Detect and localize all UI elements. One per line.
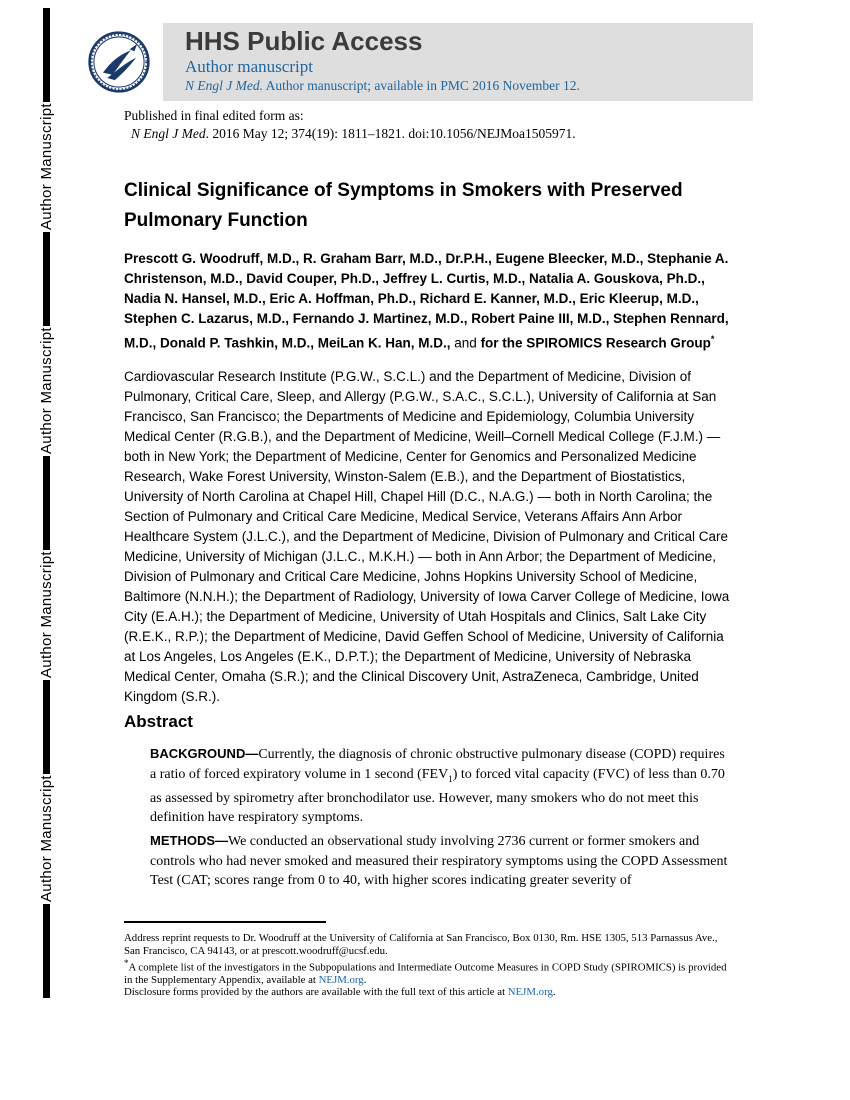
authors-group: for the SPIROMICS Research Group — [480, 335, 711, 351]
hhs-banner — [75, 23, 753, 101]
watermark-bar — [43, 232, 50, 326]
watermark-bar — [43, 680, 50, 774]
author-names: Prescott G. Woodruff, M.D., R. Graham Barr, M.D., Dr.P.H., Eugene Bleecker, M.D., Stephanie A. Christenson, M.D., David Couper, Ph.D., Jeffrey L. Curtis, M.D., Natalia A. Gouskova, Ph.D., Nadia N. Hansel, M.D., Eric A. Hoffman, Ph.D., Richard E. Kanner, M.D., Eric Kleerup, M.D., Stephen C. Lazarus, M.D., Fernando J. Martinez, M.D., Robert Paine III, M.D., Stephen Rennard, M.D., Donald P. Tashkin, M.D., MeiLan K. Han, M.D., — [124, 251, 729, 351]
watermark-label: Author Manuscript — [37, 103, 55, 231]
article-title: Clinical Significance of Symptoms in Smokers with Preserved Pulmonary Function — [124, 180, 683, 231]
banner-subtitle: Author manuscript — [185, 57, 313, 76]
watermark-bar — [43, 904, 50, 998]
disclosure-text: Disclosure forms provided by the authors are available with the full text of this article at — [124, 986, 508, 998]
reprint-footnote — [124, 932, 728, 957]
banner-title: HHS Public Access — [185, 26, 423, 56]
email-link[interactable]: prescott.woodruff@ucsf.edu — [261, 944, 386, 957]
watermark-bar — [43, 8, 50, 102]
spiromics-text: A complete list of the investigators in the Subpopulations and Intermediate Outcome Measures in COPD Study (SPIROMICS) is provided in the Supplementary Appendix, available at — [124, 961, 727, 987]
disclosure-footnote — [124, 986, 728, 999]
disclosure-period: . — [552, 986, 556, 998]
spiromics-period: . — [363, 974, 367, 987]
citation-details: . 2016 May 12; 374(19): 1811–1821. doi:10.1056/NEJMoa1505971. — [205, 126, 576, 141]
background-label: BACKGROUND— — [150, 746, 259, 761]
citation-journal-name: N Engl J Med — [131, 126, 206, 141]
methods-label: METHODS— — [150, 833, 228, 848]
authors-group-asterisk: * — [710, 334, 715, 344]
banner-text — [163, 23, 580, 101]
citation-line — [124, 125, 728, 142]
author-manuscript-watermark — [34, 8, 58, 998]
abstract-methods-paragraph — [150, 831, 728, 891]
hhs-seal-icon — [87, 30, 151, 94]
methods-text: We conducted an observational study involving 2736 current or former smokers and controls who had never smoked and measured their respiratory symptoms using the COPD Assessment Test (CAT; scores range from 0 to 40, with higher scores indicating greater severity of — [150, 834, 728, 888]
affiliations: Cardiovascular Research Institute (P.G.W., S.C.L.) and the Department of Medicine, Division of Pulmonary, Critical Care, Sleep, and Allergy (P.G.W., S.A.C., S.C.L.), University of California at San Francisco, San Francisco; the Departments of Medicine and Epidemiology, Columbia University Medical Center (R.G.B.), and the Department of Medicine, Weill–Cornell Medical College (F.J.M.) — both in New York; the Department of Medicine, Center for Genomics and Personalized Medicine Research, Wake Forest University, Winston-Salem (E.B.), and the Department of Biostatistics, University of North Carolina at Chapel Hill, Chapel Hill (D.C., N.A.G.) — both in North Carolina; the Section of Pulmonary and Critical Care Medicine, Medical Service, Veterans Affairs Ann Arbor Healthcare System (J.L.C.), and the Department of Medicine, Division of Pulmonary and Critical Care Medicine, University of Michigan (J.L.C., M.K.H.) — both in Ann Arbor; the Department of Medicine, Division of Pulmonary and Critical Care Medicine, Johns Hopkins University School of Medicine, Baltimore (N.N.H.); the Department of Radiology, University of Iowa Carver College of Medicine, Iowa City (E.A.H.); the Department of Medicine, University of Utah Hospitals and Clinics, Salt Lake City (R.E.K., R.P.); the Department of Medicine, David Geffen School of Medicine, University of California at Los Angeles, Los Angeles (E.K., D.P.T.); the Department of Medicine, University of Nebraska Medical Center, Omaha (S.R.); and the Clinical Discovery Unit, AstraZeneca, Cambridge, United Kingdom (S.R.). — [124, 369, 730, 704]
nejm-link[interactable]: NEJM.org — [507, 986, 553, 998]
watermark-bar — [43, 456, 50, 550]
background-text-2: ) to forced vital capacity (FVC) of less than 0.70 as assessed by spirometry after bronchodilator use. However, many smokers who do not meet this definition have respiratory symptoms. — [150, 766, 725, 826]
abstract-heading: Abstract — [124, 712, 193, 731]
footnote-divider — [124, 921, 326, 923]
watermark-label: Author Manuscript — [37, 327, 55, 455]
reprint-period: . — [385, 944, 388, 957]
banner-journal-name: N Engl J Med. — [185, 78, 263, 93]
published-as-line: Published in final edited form as: — [124, 108, 304, 123]
spiromics-footnote — [124, 957, 728, 987]
banner-journal-line — [185, 77, 580, 94]
banner-journal-rest: Author manuscript; available in PMC 2016 November 12. — [262, 78, 580, 93]
hhs-logo-box — [75, 23, 163, 101]
author-list — [124, 249, 736, 354]
background-text-1: Currently, the diagnosis of chronic obstructive pulmonary disease (COPD) requires a ratio of forced expiratory volume in 1 second (FEV — [150, 747, 725, 782]
authors-and: and — [450, 335, 481, 351]
watermark-label: Author Manuscript — [37, 551, 55, 679]
footnote-asterisk: * — [124, 958, 129, 968]
abstract-background-paragraph — [150, 744, 728, 828]
nejm-link[interactable]: NEJM.org — [318, 974, 364, 987]
fev1-subscript: 1 — [448, 773, 453, 784]
watermark-label: Author Manuscript — [37, 775, 55, 903]
reprint-text: Address reprint requests to Dr. Woodruff at the University of California at San Francisco, Box 0130, Rm. HSE 1305, 513 Parnassus Ave., San Francisco, CA 94143, or at — [124, 932, 718, 957]
